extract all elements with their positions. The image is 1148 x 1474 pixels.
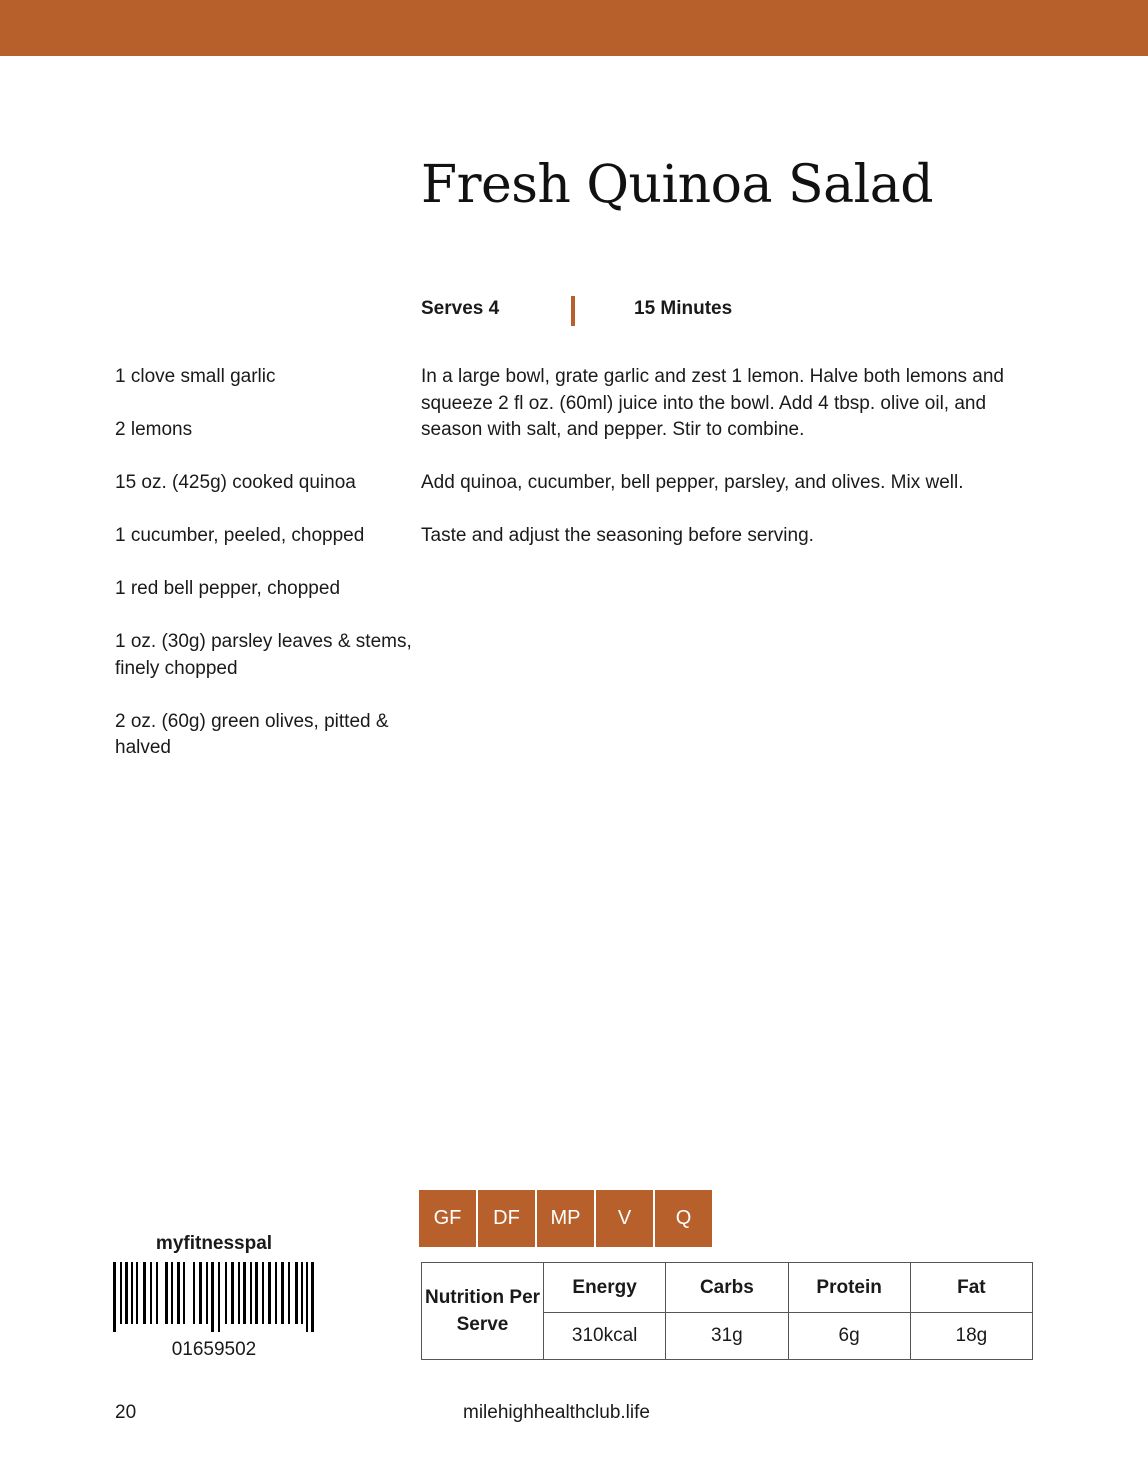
myfitnesspal-label: myfitnesspal bbox=[155, 1233, 273, 1254]
nutrition-row-label: Nutrition Per Serve bbox=[422, 1263, 544, 1360]
ingredient-item: 1 cucumber, peeled, chopped bbox=[115, 525, 365, 546]
diet-tag-gf: GF bbox=[419, 1190, 476, 1247]
diet-tag-df: DF bbox=[478, 1190, 535, 1247]
method-step: Taste and adjust the seasoning before serving. bbox=[421, 525, 814, 546]
ingredient-item: 1 oz. (30g) parsley leaves & stems, finely chopped bbox=[115, 631, 412, 679]
nutrition-header-protein: Protein bbox=[788, 1263, 910, 1313]
prep-time: 15 Minutes bbox=[634, 298, 733, 319]
barcode-icon bbox=[113, 1262, 315, 1334]
barcode-number: 01659502 bbox=[171, 1339, 257, 1360]
serves-count: Serves 4 bbox=[421, 298, 500, 319]
ingredient-item: 2 oz. (60g) green olives, pitted & halved bbox=[115, 710, 389, 758]
nutrition-header-energy: Energy bbox=[544, 1263, 666, 1313]
nutrition-value-fat: 18g bbox=[910, 1313, 1032, 1360]
nutrition-value-protein: 6g bbox=[788, 1313, 910, 1360]
ingredient-item: 1 red bell pepper, chopped bbox=[115, 578, 341, 599]
page-number: 20 bbox=[115, 1402, 137, 1423]
ingredient-item: 2 lemons bbox=[115, 419, 193, 440]
diet-tag-q: Q bbox=[655, 1190, 712, 1247]
recipe-title: Fresh Quinoa Salad bbox=[421, 155, 934, 215]
diet-tag-mp: MP bbox=[537, 1190, 594, 1247]
method-steps bbox=[421, 364, 1041, 576]
nutrition-header-carbs: Carbs bbox=[666, 1263, 788, 1313]
nutrition-value-carbs: 31g bbox=[666, 1313, 788, 1360]
nutrition-value-energy: 310kcal bbox=[544, 1313, 666, 1360]
method-step: In a large bowl, grate garlic and zest 1 lemon. Halve both lemons and squeeze 2 fl oz. (60ml) juice into the bowl. Add 4 tbsp. olive oil, and season with salt, and pepper. Stir to combine. bbox=[421, 366, 1004, 440]
diet-tag-v: V bbox=[596, 1190, 653, 1247]
method-step: Add quinoa, cucumber, bell pepper, parsley, and olives. Mix well. bbox=[421, 472, 964, 493]
ingredient-item: 15 oz. (425g) cooked quinoa bbox=[115, 472, 356, 493]
meta-divider bbox=[571, 296, 575, 326]
diet-tags bbox=[419, 1190, 714, 1247]
footer-website: milehighhealthclub.life bbox=[463, 1402, 650, 1423]
nutrition-header-fat: Fat bbox=[910, 1263, 1032, 1313]
header-accent-bar bbox=[0, 0, 1148, 56]
nutrition-header-row bbox=[422, 1263, 1033, 1313]
ingredient-item: 1 clove small garlic bbox=[115, 366, 276, 387]
nutrition-table bbox=[421, 1262, 1033, 1360]
ingredient-list bbox=[115, 364, 415, 788]
